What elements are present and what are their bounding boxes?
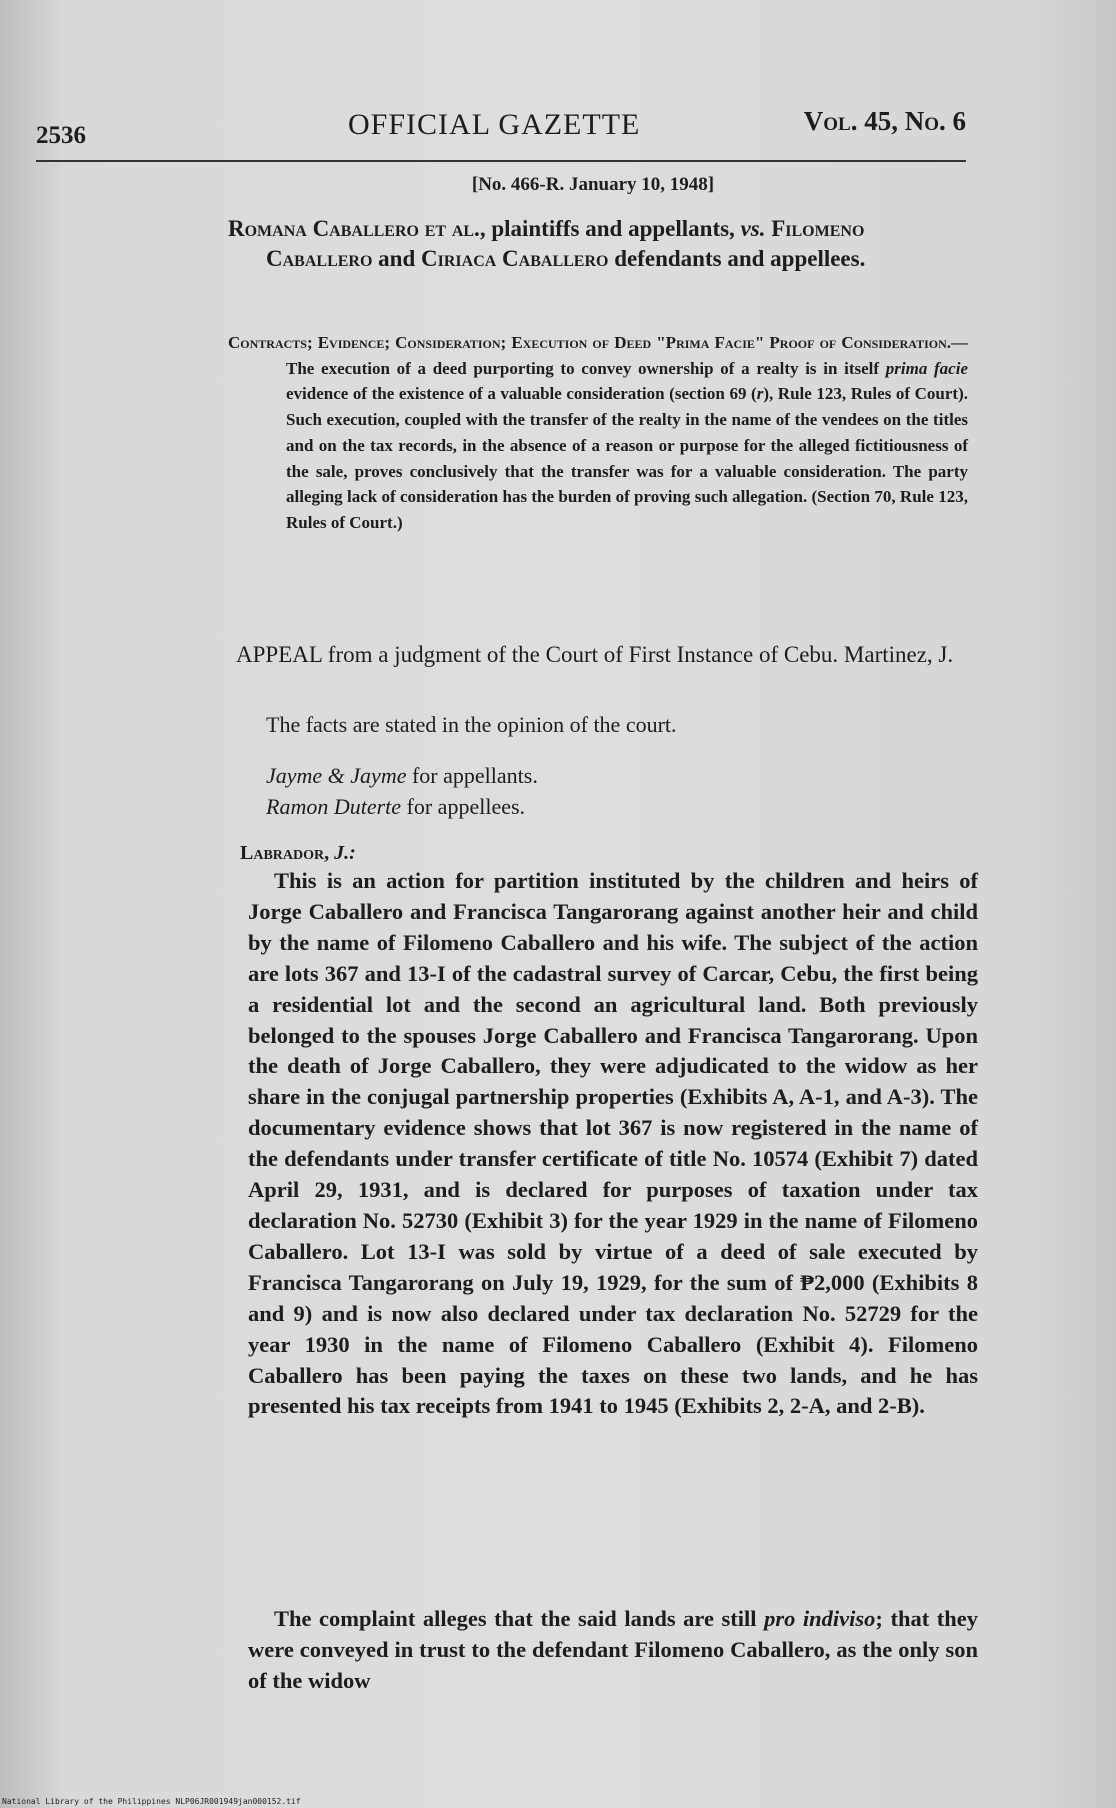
defendants-role: defendants and appellees. [614,246,866,271]
ponente [240,842,356,865]
plaintiffs-name: Romana Caballero et al. [228,216,480,241]
paragraph-2-text-2: ; that they were conveyed in trust to the defendant Filomeno Caballero, as the only son of the widow [248,1606,979,1693]
page-header [36,104,966,149]
defendant-1-name: Filomeno Caballero [266,216,865,271]
appellees-counsel-line [266,791,966,822]
paragraph-2-text-1: The complaint alleges that the said lands are still [274,1606,757,1631]
defendant-2-name: Ciriaca Caballero [421,246,609,271]
paragraph-2-italic: pro indiviso [764,1606,876,1631]
scan-footer: National Library of the Philippines NLP06JR001949jan000152.tif [2,1797,301,1806]
syllabus-italic-1: prima facie [885,358,969,378]
opinion-paragraph-2 [248,1604,978,1697]
syllabus-text-1: —The execution of a deed purporting to convey ownership of a realty is in itself [286,333,968,378]
case-parties [228,214,958,274]
and-word: and [378,246,416,271]
judge-suffix: J.: [334,842,356,864]
versus: vs. [740,216,766,241]
appellees-counsel: Ramon Duterte [266,794,402,819]
appellants-label: for appellants. [411,763,538,788]
syllabus-italic-2: r [756,384,764,404]
judge-name: Labrador, [240,842,330,864]
case-number: [No. 466-R. January 10, 1948] [471,174,715,195]
header-rule [36,160,966,162]
syllabus-text-3: ), Rule 123, Rules of Court). Such execution, coupled with the transfer of the realty in the name of the vendees on the titles and on the tax records, in the absence of a reason or purpose for the alleged fictitiousness of the sale, proves conclusively that the transfer was for a valuable consideration. The party alleging lack of consideration has the burden of proving such allegation. (Section 70, Rule 123, Rules of Court.) [286,384,968,532]
volume-number: Vol. 45, No. 6 [803,106,966,136]
plaintiffs-role: , plaintiffs and appellants, [479,216,735,241]
page-number: 2536 [36,122,86,149]
syllabus-text-2: evidence of the existence of a valuable consideration (section 69 ( [286,384,757,404]
appellants-counsel-line [266,760,966,791]
syllabus-heading: Contracts; Evidence; Consideration; Execution of Deed "Prima Facie" Proof of Consideration. [228,333,951,352]
appeal-statement: APPEAL from a judgment of the Court of First Instance of Cebu. Martinez, J. [236,642,954,667]
opinion-paragraph-1: This is an action for partition instituted by the children and heirs of Jorge Caballero and Francisca Tangarorang against another heir and child by the name of Filomeno Caballero and his wife. The subject of the action are lots 367 and 13-I of the cadastral survey of Carcar, Cebu, the first being a residential lot and the second an agricultural land. Both previously belonged to the spouses Jorge Caballero and Francisca Tangarorang. Upon the death of Jorge Caballero, they were adjudicated to the widow as her share in the conjugal partnership properties (Exhibits A, A-1, and A-3). The documentary evidence shows that lot 367 is now registered in the name of the defendants under transfer certificate of title No. 10574 (Exhibit 7) dated April 29, 1931, and is declared for purposes of taxation under tax declaration No. 52730 (Exhibit 3) for the year 1929 in the name of Filomeno Caballero. Lot 13-I was sold by virtue of a deed of sale executed by Francisca Tangarorang on July 19, 1929, for the sum of ₱2,000 (Exhibits 8 and 9) and is now also declared under tax declaration No. 52729 for the year 1930 in the name of Filomeno Caballero (Exhibit 4). Filomeno Caballero has been paying the taxes on these two lands, and he has presented his tax receipts from 1941 to 1945 (Exhibits 2, 2-A, and 2-B). [248,868,978,1419]
syllabus [228,330,968,536]
publication-title: OFFICIAL GAZETTE [348,108,641,141]
appellees-label: for appellees. [406,794,526,819]
counsel-block [266,760,966,822]
facts-statement: The facts are stated in the opinion of the court. [266,712,677,737]
appellants-counsel: Jayme & Jayme [266,763,407,788]
